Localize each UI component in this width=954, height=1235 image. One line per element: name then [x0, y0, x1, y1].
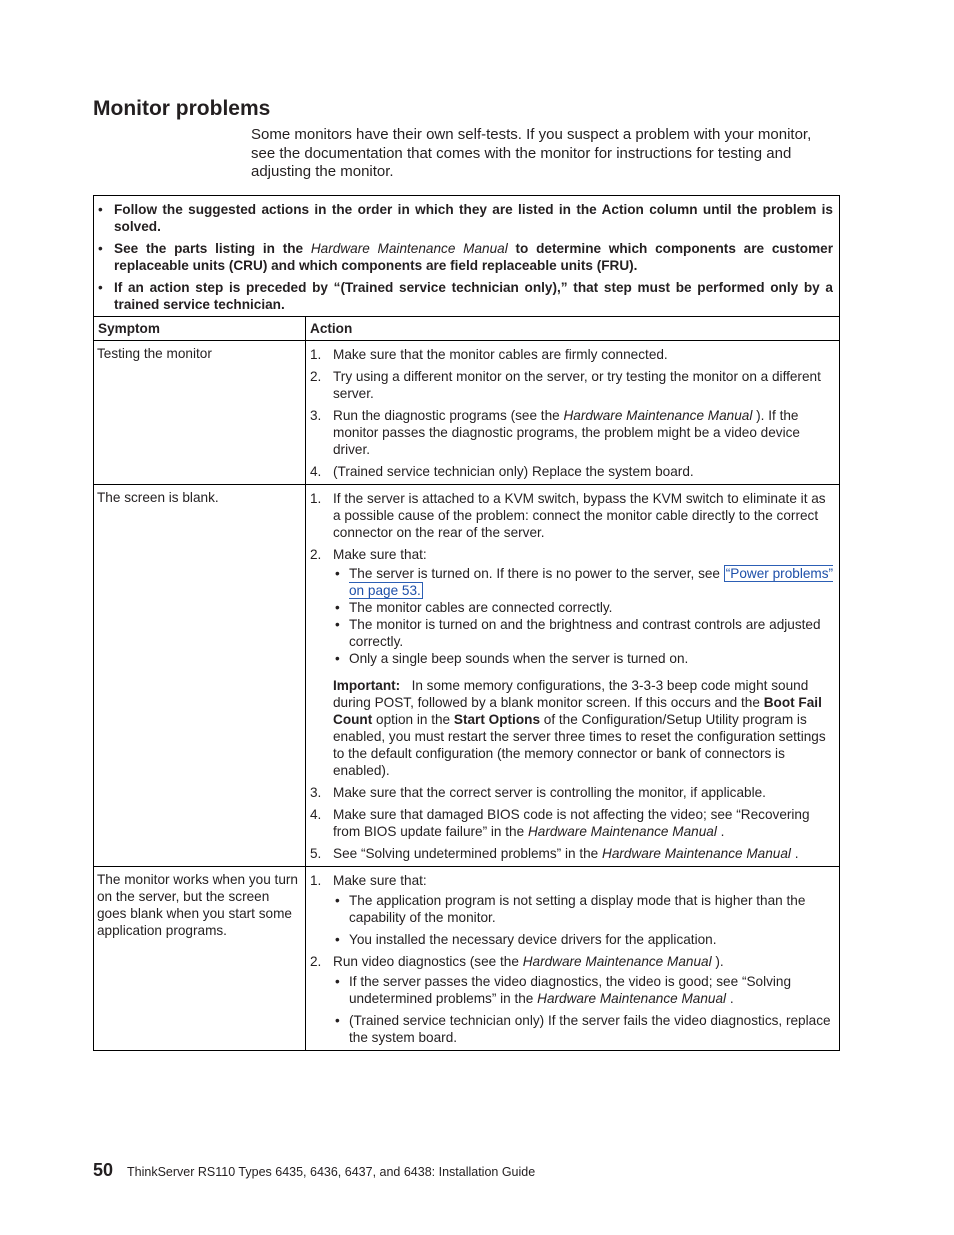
step-text: (Trained service technician only) Replace the system board.: [333, 464, 694, 479]
notes-row: [94, 196, 840, 317]
note-text: If an action step is preceded by “(Trained service technician only),” that step must be performed only by a trained service technician.: [114, 280, 833, 312]
note-text: Follow the suggested actions in the order in which they are listed in the Action column until the problem is solved.: [114, 202, 833, 234]
step-text: If the server is attached to a KVM switch, bypass the KVM switch to eliminate it as a possible cause of the problem: connect the monitor cable directly to the correct connector on the rear of the server.: [333, 491, 826, 540]
notes-cell: [94, 196, 840, 317]
manual-title: Hardware Maintenance Manual: [310, 241, 508, 256]
page-footer: [93, 1160, 535, 1182]
bullet-text: Only a single beep sounds when the server is turned on.: [349, 651, 689, 666]
bullet-text: If the server passes the video diagnostics, the video is good; see “Solving undetermined problems” in the: [349, 974, 792, 1006]
symptom-cell: Testing the monitor: [94, 341, 306, 485]
list-item: [333, 892, 835, 926]
note-item: [98, 240, 833, 274]
step-text: .: [720, 824, 725, 839]
action-step: 4. (Trained service technician only) Replace the system board.: [310, 464, 694, 479]
footer-text: ThinkServer RS110 Types 6435, 6436, 6437, and 6438: Installation Guide: [127, 1165, 536, 1179]
action-steps: [310, 872, 835, 1046]
note-item: [98, 201, 833, 235]
action-step: 5. See “Solving undetermined problems” in the Hardware Maintenance Manual .: [310, 846, 799, 861]
bullet-text: The monitor is turned on and the brightness and contrast controls are adjusted correctly.: [349, 617, 821, 649]
manual-title: Hardware Maintenance Manual: [527, 824, 717, 839]
action-step: 1. Make sure that: • The application program is not setting a display mode that is higher than the capability of the monitor. • You installed the necessary device drivers for the application.: [310, 872, 835, 948]
action-cell: [306, 867, 840, 1051]
manual-title: Hardware Maintenance Manual: [522, 954, 712, 969]
step-text: Try using a different monitor on the server, or try testing the monitor on a different server.: [333, 369, 821, 401]
step-text: Make sure that:: [333, 547, 427, 562]
symptom-cell: The screen is blank.: [94, 485, 306, 867]
important-text: option in the: [376, 712, 451, 727]
check-list: [333, 973, 835, 1046]
action-step: 3. Run the diagnostic programs (see the Hardware Maintenance Manual ). If the monitor passes the diagnostic programs, the problem might be a video device driver.: [310, 408, 800, 457]
action-steps: [310, 490, 835, 862]
step-text: Make sure that damaged BIOS code is not affecting the video; see “Recovering from BIOS update failure” in the: [333, 807, 810, 839]
power-problems-link[interactable]: “Power problems” on page 53.: [349, 566, 834, 598]
step-text: See “Solving undetermined problems” in the: [333, 846, 599, 861]
step-text: Make sure that:: [333, 873, 427, 888]
action-step: 2. Run video diagnostics (see the Hardware Maintenance Manual ). • If the server passes the video diagnostics, the video is good; see “Solving undetermined problems” in the Hardware Maintenance Manual . • (Trained service technician only) If the server fails the video diagnostics, replace the system board.: [310, 953, 835, 1046]
action-step: 3. Make sure that the correct server is controlling the monitor, if applicable.: [310, 785, 766, 800]
list-item: [333, 565, 835, 599]
step-text: ).: [715, 954, 724, 969]
step-text: ). If the monitor passes the diagnostic programs, the problem might be a video device driver.: [333, 408, 800, 457]
table-row: [94, 341, 840, 485]
action-step: 1. If the server is attached to a KVM switch, bypass the KVM switch to eliminate it as a possible cause of the problem: connect the monitor cable directly to the correct connector on the rear of the server.: [310, 491, 826, 540]
table-row: [94, 867, 840, 1051]
important-text: In some memory configurations, the 3-3-3 beep code might sound during POST, followed by a blank monitor screen. If this occurs and the: [333, 678, 809, 710]
bullet-text: The application program is not setting a display mode that is higher than the capability of the monitor.: [349, 893, 806, 925]
action-cell: [306, 341, 840, 485]
check-list: [333, 892, 835, 948]
manual-title: Hardware Maintenance Manual: [563, 408, 753, 423]
step-text: Make sure that the correct server is controlling the monitor, if applicable.: [333, 785, 766, 800]
page-number: 50: [93, 1160, 114, 1180]
header-row: [94, 317, 840, 341]
table-row: [94, 485, 840, 867]
list-item: [333, 931, 835, 948]
check-list: [333, 565, 835, 667]
note-text: to determine which components are customer replaceable units (CRU) and which components are field replaceable units (FRU).: [114, 241, 834, 273]
symptom-cell: The monitor works when you turn on the server, but the screen goes blank when you start some application programs.: [94, 867, 306, 1051]
list-item: [333, 1012, 835, 1046]
bullet-text: (Trained service technician only) If the server fails the video diagnostics, replace the system board.: [349, 1013, 831, 1045]
bullet-text: The monitor cables are connected correctly.: [349, 600, 613, 615]
bullet-text: The server is turned on. If there is no power to the server, see: [349, 566, 720, 581]
action-step: 2. Try using a different monitor on the server, or try testing the monitor on a different server.: [310, 369, 821, 401]
start-options-term: Start Options: [453, 712, 541, 727]
boot-fail-count-term: Boot Fail Count: [333, 695, 822, 727]
bullet-text: You installed the necessary device drivers for the application.: [349, 932, 717, 947]
intro-paragraph: Some monitors have their own self-tests. If you suspect a problem with your monitor, see the documentation that comes with the monitor for instructions for testing and adjusting the monitor.: [251, 126, 812, 180]
list-item: [333, 650, 835, 667]
manual-title: Hardware Maintenance Manual: [602, 846, 791, 861]
symptom-header: Symptom: [94, 317, 306, 341]
action-cell: [306, 485, 840, 867]
action-header: Action: [306, 317, 840, 341]
manual-title: Hardware Maintenance Manual: [537, 991, 727, 1006]
note-item: [98, 279, 833, 313]
page-title: Monitor problems: [93, 97, 271, 120]
action-step: 2. Make sure that: • The server is turned on. If there is no power to the server, see “Power problems” on page 53. • The monitor cables are connected correctly. • The monitor is turned on and the brightness and contrast controls are adjusted correctly. • Only a single beep sounds when the server is turned on. Important: In some memory configurations, the 3-3-3 beep code might sound during POST, followed by a blank monitor screen. If this occurs and the Boot Fail Count option in the Start Options of the Configuration/Setup Utility program is enabled, you must restart the server three times to reset the configuration settings to the default configuration (the memory connector or bank of connectors is enabled).: [310, 546, 835, 779]
important-label: Important:: [333, 678, 401, 693]
important-text: of the Configuration/Setup Utility program is enabled, you must restart the server three times to reset the configuration settings to the default configuration (the memory connector or bank of connectors is enabled).: [333, 712, 826, 778]
important-note: [333, 677, 835, 779]
action-step: 1. Make sure that the monitor cables are firmly connected.: [310, 347, 668, 362]
action-step: 4. Make sure that damaged BIOS code is not affecting the video; see “Recovering from BIOS update failure” in the Hardware Maintenance Manual .: [310, 807, 810, 839]
step-text: Run the diagnostic programs (see the: [333, 408, 560, 423]
monitor-problems-table: [93, 195, 840, 1051]
action-steps: [310, 346, 835, 480]
list-item: [333, 616, 835, 650]
notes-list: [98, 201, 833, 313]
note-text: See the parts listing in the: [114, 241, 304, 256]
bullet-text: .: [729, 991, 734, 1006]
list-item: [333, 973, 835, 1007]
step-text: .: [794, 846, 799, 861]
list-item: [333, 599, 835, 616]
step-text: Run video diagnostics (see the: [333, 954, 519, 969]
step-text: Make sure that the monitor cables are firmly connected.: [333, 347, 668, 362]
